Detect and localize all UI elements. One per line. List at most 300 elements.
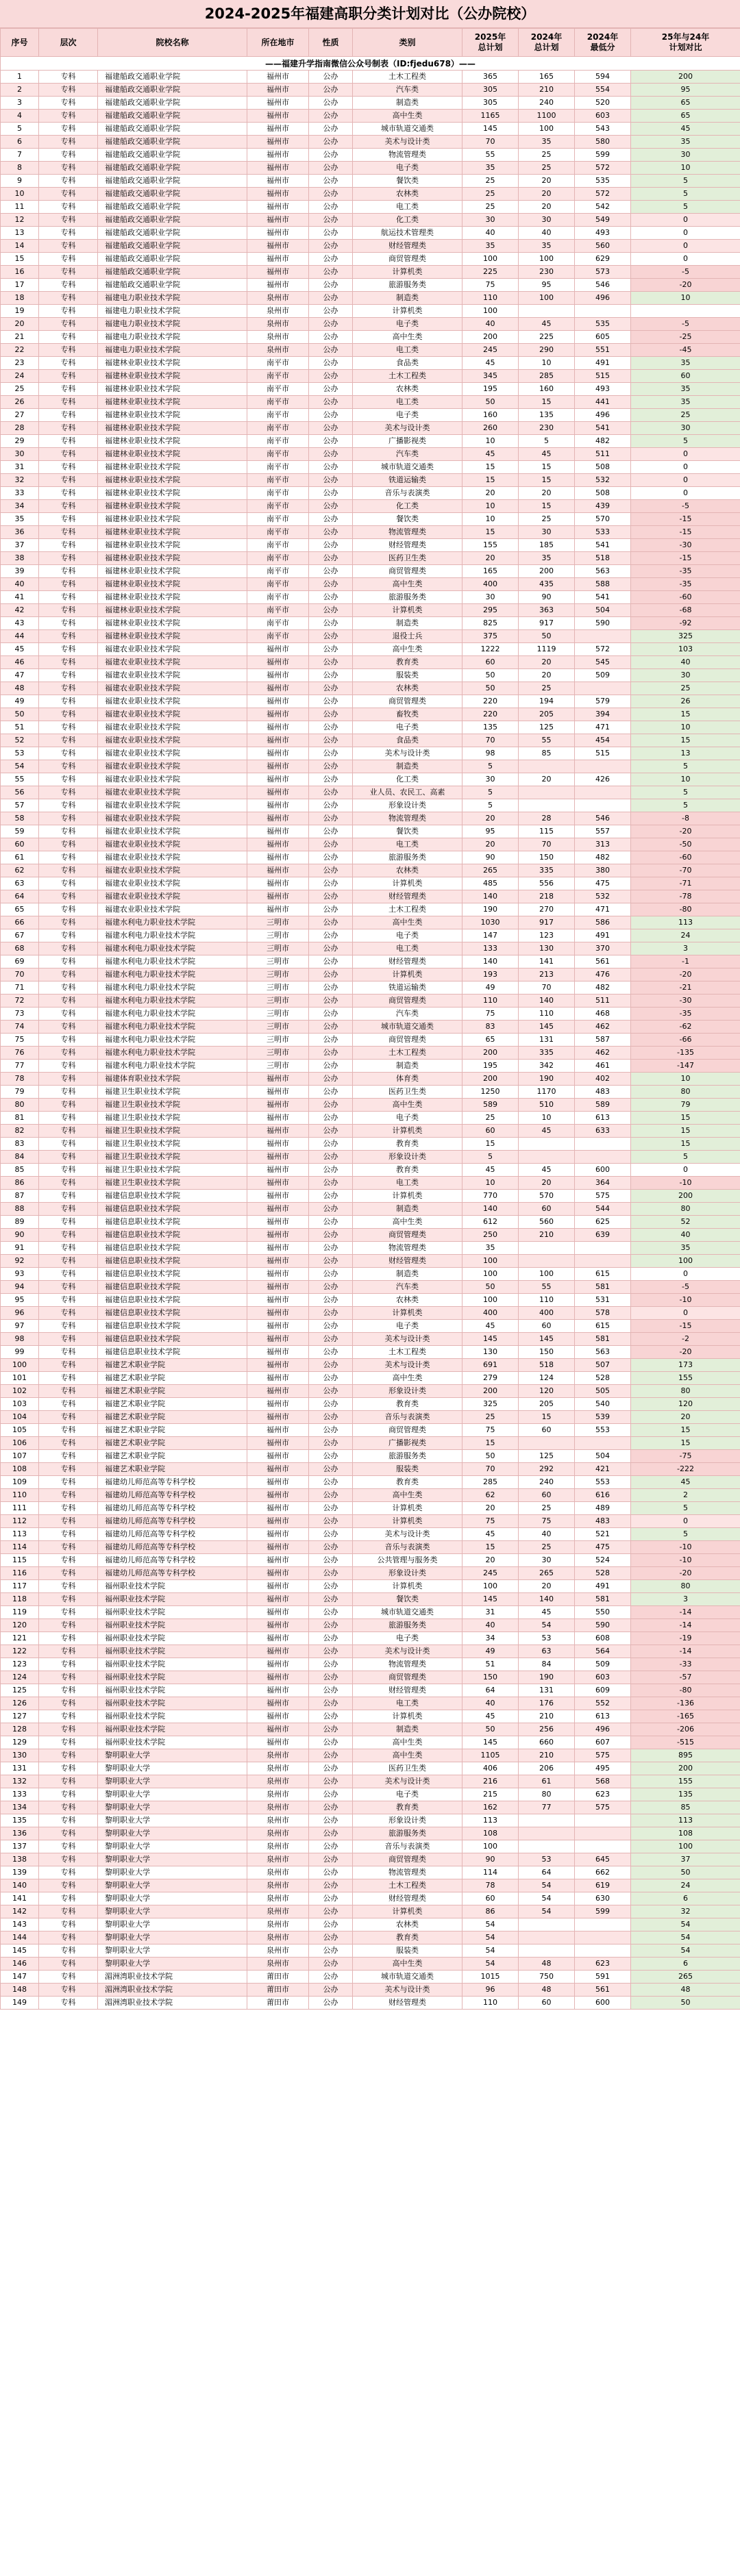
row-plan-2025: 54 <box>463 1944 519 1958</box>
row-index: 48 <box>1 682 39 695</box>
table-row <box>1 1450 740 1463</box>
row-plan-2024: 145 <box>519 1021 575 1034</box>
row-plan-diff: -222 <box>631 1463 740 1476</box>
table-row <box>1 487 740 500</box>
row-plan-2024: 660 <box>519 1736 575 1749</box>
row-index: 34 <box>1 500 39 513</box>
row-plan-2024 <box>519 1437 575 1450</box>
row-category: 计算机类 <box>353 266 463 279</box>
row-plan-2025: 51 <box>463 1658 519 1671</box>
row-category: 高中生类 <box>353 1372 463 1385</box>
row-min-score-2024: 493 <box>575 383 631 396</box>
row-level: 专科 <box>39 331 98 344</box>
row-plan-2025: 400 <box>463 578 519 591</box>
table-row <box>1 292 740 305</box>
row-school: 黎明职业大学 <box>98 1827 247 1840</box>
row-plan-2024: 40 <box>519 1528 575 1541</box>
row-type: 公办 <box>309 1008 353 1021</box>
row-plan-2024: 120 <box>519 1385 575 1398</box>
row-city: 福州市 <box>247 227 309 240</box>
row-school: 福建艺术职业学院 <box>98 1398 247 1411</box>
row-plan-2024: 53 <box>519 1632 575 1645</box>
row-type: 公办 <box>309 1307 353 1320</box>
row-city: 福州市 <box>247 760 309 773</box>
row-plan-2025: 485 <box>463 877 519 890</box>
row-level: 专科 <box>39 1697 98 1710</box>
row-category: 高中生类 <box>353 916 463 929</box>
row-city: 福州市 <box>247 1294 309 1307</box>
row-plan-2025: 200 <box>463 331 519 344</box>
row-plan-diff: -20 <box>631 1567 740 1580</box>
row-city: 福州市 <box>247 656 309 669</box>
row-index: 91 <box>1 1242 39 1255</box>
row-school: 福建船政交通职业学院 <box>98 175 247 188</box>
table-row <box>1 240 740 253</box>
row-type: 公办 <box>309 1814 353 1827</box>
row-min-score-2024: 619 <box>575 1879 631 1892</box>
row-type: 公办 <box>309 1216 353 1229</box>
row-city: 南平市 <box>247 630 309 643</box>
table-row <box>1 1541 740 1554</box>
row-level: 专科 <box>39 1047 98 1060</box>
row-plan-2024 <box>519 1138 575 1151</box>
row-school: 福建信息职业技术学院 <box>98 1346 247 1359</box>
row-category: 餐饮类 <box>353 513 463 526</box>
row-plan-2025: 147 <box>463 929 519 942</box>
row-type: 公办 <box>309 1411 353 1424</box>
row-plan-2025: 5 <box>463 786 519 799</box>
row-level: 专科 <box>39 838 98 851</box>
row-city: 南平市 <box>247 539 309 552</box>
row-level: 专科 <box>39 1515 98 1528</box>
row-index: 81 <box>1 1112 39 1125</box>
row-plan-2024 <box>519 799 575 812</box>
row-school: 福州职业技术学院 <box>98 1632 247 1645</box>
row-index: 36 <box>1 526 39 539</box>
row-type: 公办 <box>309 305 353 318</box>
row-type: 公办 <box>309 409 353 422</box>
row-level: 专科 <box>39 1411 98 1424</box>
row-category: 土木工程类 <box>353 370 463 383</box>
row-level: 专科 <box>39 1840 98 1853</box>
table-row <box>1 1294 740 1307</box>
table-row <box>1 1697 740 1710</box>
row-min-score-2024: 462 <box>575 1047 631 1060</box>
row-index: 70 <box>1 968 39 981</box>
row-city: 福州市 <box>247 1385 309 1398</box>
row-min-score-2024: 471 <box>575 721 631 734</box>
row-type: 公办 <box>309 1515 353 1528</box>
row-plan-2024: 225 <box>519 331 575 344</box>
row-city: 泉州市 <box>247 305 309 318</box>
row-type: 公办 <box>309 1489 353 1502</box>
row-city: 福州市 <box>247 1242 309 1255</box>
row-level: 专科 <box>39 1255 98 1268</box>
table-row <box>1 916 740 929</box>
row-category: 化工类 <box>353 500 463 513</box>
row-type: 公办 <box>309 1593 353 1606</box>
row-plan-2024: 84 <box>519 1658 575 1671</box>
row-index: 26 <box>1 396 39 409</box>
row-index: 78 <box>1 1073 39 1086</box>
row-city: 福州市 <box>247 97 309 110</box>
row-city: 南平市 <box>247 448 309 461</box>
row-plan-2025: 113 <box>463 1814 519 1827</box>
row-plan-2024: 210 <box>519 84 575 97</box>
row-plan-diff: -14 <box>631 1606 740 1619</box>
row-category: 物流管理类 <box>353 1866 463 1879</box>
row-plan-diff: 54 <box>631 1944 740 1958</box>
row-level: 专科 <box>39 97 98 110</box>
row-school: 福建林业职业技术学院 <box>98 604 247 617</box>
row-category: 电工类 <box>353 1177 463 1190</box>
row-city: 福州市 <box>247 799 309 812</box>
table-row <box>1 214 740 227</box>
row-type: 公办 <box>309 1177 353 1190</box>
row-index: 9 <box>1 175 39 188</box>
row-index: 24 <box>1 370 39 383</box>
row-level: 专科 <box>39 1658 98 1671</box>
row-min-score-2024: 482 <box>575 435 631 448</box>
row-min-score-2024: 564 <box>575 1645 631 1658</box>
row-plan-diff: -78 <box>631 890 740 903</box>
row-min-score-2024 <box>575 305 631 318</box>
row-level: 专科 <box>39 1723 98 1736</box>
row-plan-diff: 85 <box>631 1801 740 1814</box>
table-row <box>1 1918 740 1931</box>
row-plan-diff: 10 <box>631 1073 740 1086</box>
row-plan-2025: 1015 <box>463 1971 519 1984</box>
table-row <box>1 513 740 526</box>
table-row <box>1 1190 740 1203</box>
row-plan-2024: 60 <box>519 1424 575 1437</box>
row-index: 43 <box>1 617 39 630</box>
row-plan-2025: 30 <box>463 773 519 786</box>
row-index: 85 <box>1 1164 39 1177</box>
row-plan-2025: 589 <box>463 1099 519 1112</box>
row-category: 商贸管理类 <box>353 1853 463 1866</box>
row-type: 公办 <box>309 656 353 669</box>
row-category: 财经管理类 <box>353 955 463 968</box>
row-city: 福州市 <box>247 110 309 123</box>
row-index: 84 <box>1 1151 39 1164</box>
row-level: 专科 <box>39 123 98 136</box>
table-row <box>1 1424 740 1437</box>
row-level: 专科 <box>39 1398 98 1411</box>
row-school: 福建船政交通职业学院 <box>98 123 247 136</box>
row-plan-diff: 108 <box>631 1827 740 1840</box>
row-plan-diff: 0 <box>631 448 740 461</box>
row-category: 教育类 <box>353 1931 463 1944</box>
row-school: 福州职业技术学院 <box>98 1658 247 1671</box>
row-type: 公办 <box>309 396 353 409</box>
row-type: 公办 <box>309 435 353 448</box>
row-level: 专科 <box>39 682 98 695</box>
row-level: 专科 <box>39 708 98 721</box>
row-category: 教育类 <box>353 1476 463 1489</box>
table-row <box>1 1034 740 1047</box>
row-category: 商贸管理类 <box>353 695 463 708</box>
row-level: 专科 <box>39 1814 98 1827</box>
row-min-score-2024: 607 <box>575 1736 631 1749</box>
row-min-score-2024: 496 <box>575 292 631 305</box>
row-type: 公办 <box>309 1840 353 1853</box>
row-index: 5 <box>1 123 39 136</box>
row-plan-diff: 20 <box>631 1411 740 1424</box>
row-school: 福建卫生职业技术学院 <box>98 1112 247 1125</box>
row-category: 广播影视类 <box>353 1437 463 1450</box>
row-school: 福建艺术职业学院 <box>98 1411 247 1424</box>
row-type: 公办 <box>309 71 353 84</box>
row-min-score-2024: 589 <box>575 1099 631 1112</box>
row-plan-2024: 218 <box>519 890 575 903</box>
row-category: 计算机类 <box>353 1515 463 1528</box>
table-row <box>1 1944 740 1958</box>
row-min-score-2024: 426 <box>575 773 631 786</box>
row-min-score-2024: 541 <box>575 539 631 552</box>
row-category: 教育类 <box>353 656 463 669</box>
row-min-score-2024: 544 <box>575 1203 631 1216</box>
row-index: 30 <box>1 448 39 461</box>
row-city: 泉州市 <box>247 331 309 344</box>
row-type: 公办 <box>309 240 353 253</box>
row-category: 城市轨道交通类 <box>353 461 463 474</box>
row-plan-2024: 210 <box>519 1749 575 1762</box>
row-type: 公办 <box>309 539 353 552</box>
row-index: 120 <box>1 1619 39 1632</box>
row-level: 专科 <box>39 1918 98 1931</box>
row-index: 138 <box>1 1853 39 1866</box>
row-school: 黎明职业大学 <box>98 1788 247 1801</box>
row-school: 福建艺术职业学院 <box>98 1372 247 1385</box>
row-city: 福州市 <box>247 1710 309 1723</box>
row-level: 专科 <box>39 279 98 292</box>
row-index: 133 <box>1 1788 39 1801</box>
row-type: 公办 <box>309 1528 353 1541</box>
row-school: 福建电力职业技术学院 <box>98 331 247 344</box>
row-min-score-2024: 603 <box>575 1671 631 1684</box>
row-plan-2025: 150 <box>463 1671 519 1684</box>
row-min-score-2024: 509 <box>575 1658 631 1671</box>
row-school: 福建水利电力职业技术学院 <box>98 942 247 955</box>
table-row <box>1 1749 740 1762</box>
row-index: 74 <box>1 1021 39 1034</box>
row-index: 20 <box>1 318 39 331</box>
table-row <box>1 1528 740 1541</box>
row-plan-2024 <box>519 1931 575 1944</box>
row-min-score-2024 <box>575 1827 631 1840</box>
table-row <box>1 474 740 487</box>
row-school: 福州职业技术学院 <box>98 1671 247 1684</box>
row-index: 118 <box>1 1593 39 1606</box>
row-index: 97 <box>1 1320 39 1333</box>
row-category: 汽车类 <box>353 1281 463 1294</box>
row-level: 专科 <box>39 1281 98 1294</box>
row-min-score-2024: 599 <box>575 149 631 162</box>
row-index: 49 <box>1 695 39 708</box>
row-index: 27 <box>1 409 39 422</box>
row-plan-2025: 15 <box>463 526 519 539</box>
row-category: 高中生类 <box>353 643 463 656</box>
table-row <box>1 643 740 656</box>
row-plan-diff: 15 <box>631 1112 740 1125</box>
row-index: 63 <box>1 877 39 890</box>
row-type: 公办 <box>309 1775 353 1788</box>
row-index: 25 <box>1 383 39 396</box>
row-plan-diff: -35 <box>631 565 740 578</box>
row-min-score-2024: 575 <box>575 1749 631 1762</box>
row-city: 福州市 <box>247 1450 309 1463</box>
row-school: 福建林业职业技术学院 <box>98 513 247 526</box>
row-plan-2024: 131 <box>519 1684 575 1697</box>
row-index: 13 <box>1 227 39 240</box>
row-type: 公办 <box>309 1476 353 1489</box>
row-category: 电子类 <box>353 1632 463 1645</box>
row-plan-2025: 691 <box>463 1359 519 1372</box>
row-level: 专科 <box>39 773 98 786</box>
table-row <box>1 84 740 97</box>
row-min-score-2024: 542 <box>575 201 631 214</box>
row-plan-diff: 6 <box>631 1892 740 1905</box>
row-school: 福建林业职业技术学院 <box>98 565 247 578</box>
row-school: 福建船政交通职业学院 <box>98 227 247 240</box>
row-plan-2024: 20 <box>519 669 575 682</box>
row-plan-diff: 80 <box>631 1580 740 1593</box>
row-school: 福建信息职业技术学院 <box>98 1320 247 1333</box>
row-plan-diff: 200 <box>631 71 740 84</box>
row-category: 计算机类 <box>353 1307 463 1320</box>
row-city: 南平市 <box>247 591 309 604</box>
row-category: 旅游服务类 <box>353 851 463 864</box>
table-row <box>1 890 740 903</box>
row-min-score-2024: 496 <box>575 409 631 422</box>
row-plan-2024: 560 <box>519 1216 575 1229</box>
row-plan-2024: 35 <box>519 136 575 149</box>
row-plan-2025: 45 <box>463 1320 519 1333</box>
row-type: 公办 <box>309 591 353 604</box>
table-row <box>1 357 740 370</box>
row-plan-2025: 193 <box>463 968 519 981</box>
row-type: 公办 <box>309 1749 353 1762</box>
row-plan-2025: 145 <box>463 1736 519 1749</box>
row-plan-2024: 40 <box>519 227 575 240</box>
row-plan-2024: 35 <box>519 552 575 565</box>
row-plan-2024: 20 <box>519 487 575 500</box>
row-min-score-2024: 557 <box>575 825 631 838</box>
row-category: 高中生类 <box>353 1489 463 1502</box>
table-row <box>1 968 740 981</box>
row-type: 公办 <box>309 1801 353 1814</box>
row-min-score-2024: 313 <box>575 838 631 851</box>
row-category: 电子类 <box>353 721 463 734</box>
row-plan-2025: 100 <box>463 305 519 318</box>
column-header: 院校名称 <box>98 29 247 57</box>
row-category: 形象设计类 <box>353 1385 463 1398</box>
row-category: 美术与设计类 <box>353 747 463 760</box>
row-plan-2025: 45 <box>463 1164 519 1177</box>
row-plan-2025: 50 <box>463 1450 519 1463</box>
row-min-score-2024: 553 <box>575 1476 631 1489</box>
row-school: 福建农业职业技术学院 <box>98 786 247 799</box>
row-plan-2025: 25 <box>463 1411 519 1424</box>
row-city: 福州市 <box>247 1333 309 1346</box>
table-row <box>1 370 740 383</box>
row-plan-2024: 141 <box>519 955 575 968</box>
row-plan-2025: 114 <box>463 1866 519 1879</box>
row-plan-2025: 78 <box>463 1879 519 1892</box>
row-category: 医药卫生类 <box>353 1762 463 1775</box>
row-plan-diff: 15 <box>631 1437 740 1450</box>
row-type: 公办 <box>309 1242 353 1255</box>
row-min-score-2024: 616 <box>575 1489 631 1502</box>
row-city: 福州市 <box>247 1138 309 1151</box>
table-row <box>1 1177 740 1190</box>
row-school: 福建信息职业技术学院 <box>98 1307 247 1320</box>
table-row <box>1 1333 740 1346</box>
row-index: 53 <box>1 747 39 760</box>
row-level: 专科 <box>39 1216 98 1229</box>
row-type: 公办 <box>309 604 353 617</box>
row-min-score-2024: 630 <box>575 1892 631 1905</box>
row-plan-2025: 75 <box>463 1424 519 1437</box>
table-row <box>1 1463 740 1476</box>
row-plan-diff: 135 <box>631 1788 740 1801</box>
row-plan-2025: 140 <box>463 955 519 968</box>
row-plan-2025: 50 <box>463 396 519 409</box>
row-index: 104 <box>1 1411 39 1424</box>
row-level: 专科 <box>39 188 98 201</box>
row-plan-2025: 612 <box>463 1216 519 1229</box>
row-min-score-2024: 543 <box>575 123 631 136</box>
row-index: 132 <box>1 1775 39 1788</box>
row-category: 城市轨道交通类 <box>353 123 463 136</box>
row-min-score-2024: 531 <box>575 1294 631 1307</box>
row-city: 福州市 <box>247 1606 309 1619</box>
row-plan-2024: 100 <box>519 1268 575 1281</box>
row-type: 公办 <box>309 708 353 721</box>
row-plan-2024: 20 <box>519 1580 575 1593</box>
row-city: 福州市 <box>247 1372 309 1385</box>
row-min-score-2024: 554 <box>575 84 631 97</box>
row-plan-diff: -20 <box>631 1346 740 1359</box>
row-index: 128 <box>1 1723 39 1736</box>
row-min-score-2024: 573 <box>575 266 631 279</box>
row-level: 专科 <box>39 357 98 370</box>
row-city: 福州市 <box>247 1476 309 1489</box>
row-plan-diff: 26 <box>631 695 740 708</box>
row-type: 公办 <box>309 1723 353 1736</box>
table-body <box>1 57 740 2010</box>
row-level: 专科 <box>39 1320 98 1333</box>
row-city: 莆田市 <box>247 1997 309 2010</box>
row-school: 福建农业职业技术学院 <box>98 669 247 682</box>
row-min-score-2024: 475 <box>575 877 631 890</box>
row-school: 福建农业职业技术学院 <box>98 747 247 760</box>
row-city: 福州市 <box>247 682 309 695</box>
table-row <box>1 461 740 474</box>
table-row <box>1 97 740 110</box>
row-index: 19 <box>1 305 39 318</box>
row-index: 115 <box>1 1554 39 1567</box>
row-min-score-2024 <box>575 1138 631 1151</box>
table-row <box>1 1892 740 1905</box>
row-city: 三明市 <box>247 995 309 1008</box>
row-min-score-2024: 575 <box>575 1190 631 1203</box>
row-plan-2024: 130 <box>519 942 575 955</box>
row-min-score-2024: 402 <box>575 1073 631 1086</box>
row-min-score-2024: 532 <box>575 474 631 487</box>
row-index: 47 <box>1 669 39 682</box>
